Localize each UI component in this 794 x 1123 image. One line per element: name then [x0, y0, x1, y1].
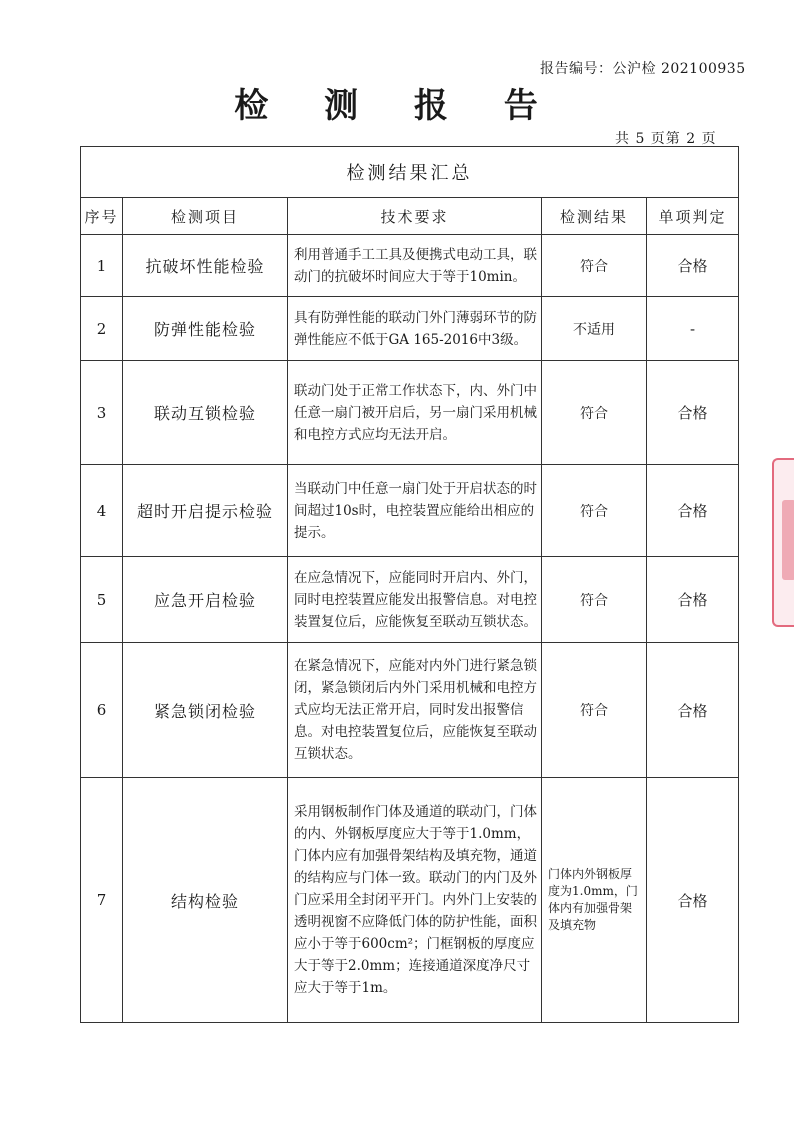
- requirement-text: 具有防弹性能的联动门外门薄弱环节的防弹性能应不低于GA 165-2016中3级。: [288, 297, 542, 361]
- judgment: 合格: [647, 557, 739, 643]
- table-row: [81, 465, 739, 557]
- column-header-no: 序号: [81, 198, 123, 235]
- test-item: 应急开启检验: [123, 557, 288, 643]
- table-row: [81, 297, 739, 361]
- test-result: 门体内外钢板厚度为1.0mm，门体内有加强骨架及填充物: [542, 778, 647, 1023]
- table-header-row: [81, 198, 739, 235]
- judgment: 合格: [647, 235, 739, 297]
- requirement-text: 在紧急情况下，应能对内外门进行紧急锁闭，紧急锁闭后内外门采用机械和电控方式应均无法正常开启，同时发出报警信息。对电控装置复位后，应能恢复至联动互锁状态。: [288, 643, 542, 778]
- test-result: 符合: [542, 465, 647, 557]
- judgment: 合格: [647, 778, 739, 1023]
- test-item: 联动互锁检验: [123, 361, 288, 465]
- report-number: 报告编号：公沪检 202100935: [540, 61, 746, 77]
- row-number: 5: [81, 557, 123, 643]
- table-row: [81, 557, 739, 643]
- seal-ink-mark: [782, 500, 794, 580]
- judgment: -: [647, 297, 739, 361]
- requirement-text: 利用普通手工工具及便携式电动工具，联动门的抗破坏时间应大于等于10min。: [288, 235, 542, 297]
- requirement-text: 联动门处于正常工作状态下，内、外门中任意一扇门被开启后，另一扇门采用机械和电控方式应均无法开启。: [288, 361, 542, 465]
- document-title: 检 测 报 告: [234, 86, 560, 126]
- column-header-item: 检测项目: [123, 198, 288, 235]
- row-number: 2: [81, 297, 123, 361]
- table-row: [81, 361, 739, 465]
- column-header-result: 检测结果: [542, 198, 647, 235]
- row-number: 3: [81, 361, 123, 465]
- test-result: 符合: [542, 361, 647, 465]
- column-header-judgment: 单项判定: [647, 198, 739, 235]
- judgment: 合格: [647, 361, 739, 465]
- test-result: 不适用: [542, 297, 647, 361]
- test-item: 紧急锁闭检验: [123, 643, 288, 778]
- table-row: [81, 235, 739, 297]
- row-number: 6: [81, 643, 123, 778]
- test-result: 符合: [542, 557, 647, 643]
- test-item: 超时开启提示检验: [123, 465, 288, 557]
- requirement-text: 在应急情况下，应能同时开启内、外门，同时电控装置应能发出报警信息。对电控装置复位后，应能恢复至联动互锁状态。: [288, 557, 542, 643]
- requirement-text: 当联动门中任意一扇门处于开启状态的时间超过10s时，电控装置应能给出相应的提示。: [288, 465, 542, 557]
- judgment: 合格: [647, 643, 739, 778]
- test-result: 符合: [542, 235, 647, 297]
- results-table: [80, 146, 739, 1023]
- test-item: 抗破坏性能检验: [123, 235, 288, 297]
- test-item: 防弹性能检验: [123, 297, 288, 361]
- table-row: [81, 643, 739, 778]
- red-seal-stamp: [772, 458, 794, 627]
- column-header-requirement: 技术要求: [288, 198, 542, 235]
- table-row: [81, 778, 739, 1023]
- test-item: 结构检验: [123, 778, 288, 1023]
- judgment: 合格: [647, 465, 739, 557]
- test-result: 符合: [542, 643, 647, 778]
- row-number: 7: [81, 778, 123, 1023]
- page-indicator: 共 5 页第 2 页: [615, 131, 717, 147]
- summary-title: 检测结果汇总: [81, 147, 739, 198]
- row-number: 4: [81, 465, 123, 557]
- row-number: 1: [81, 235, 123, 297]
- requirement-text: 采用钢板制作门体及通道的联动门，门体的内、外钢板厚度应大于等于1.0mm，门体内应有加强骨架结构及填充物，通道的结构应与门体一致。联动门的内门及外门应采用全封闭平开门。内外门上安装的透明视窗不应降低门体的防护性能，面积应小于等于600cm²；门框钢板的厚度应大于等于2.0mm；连接通道深度净尺寸应大于等于1m。: [288, 778, 542, 1023]
